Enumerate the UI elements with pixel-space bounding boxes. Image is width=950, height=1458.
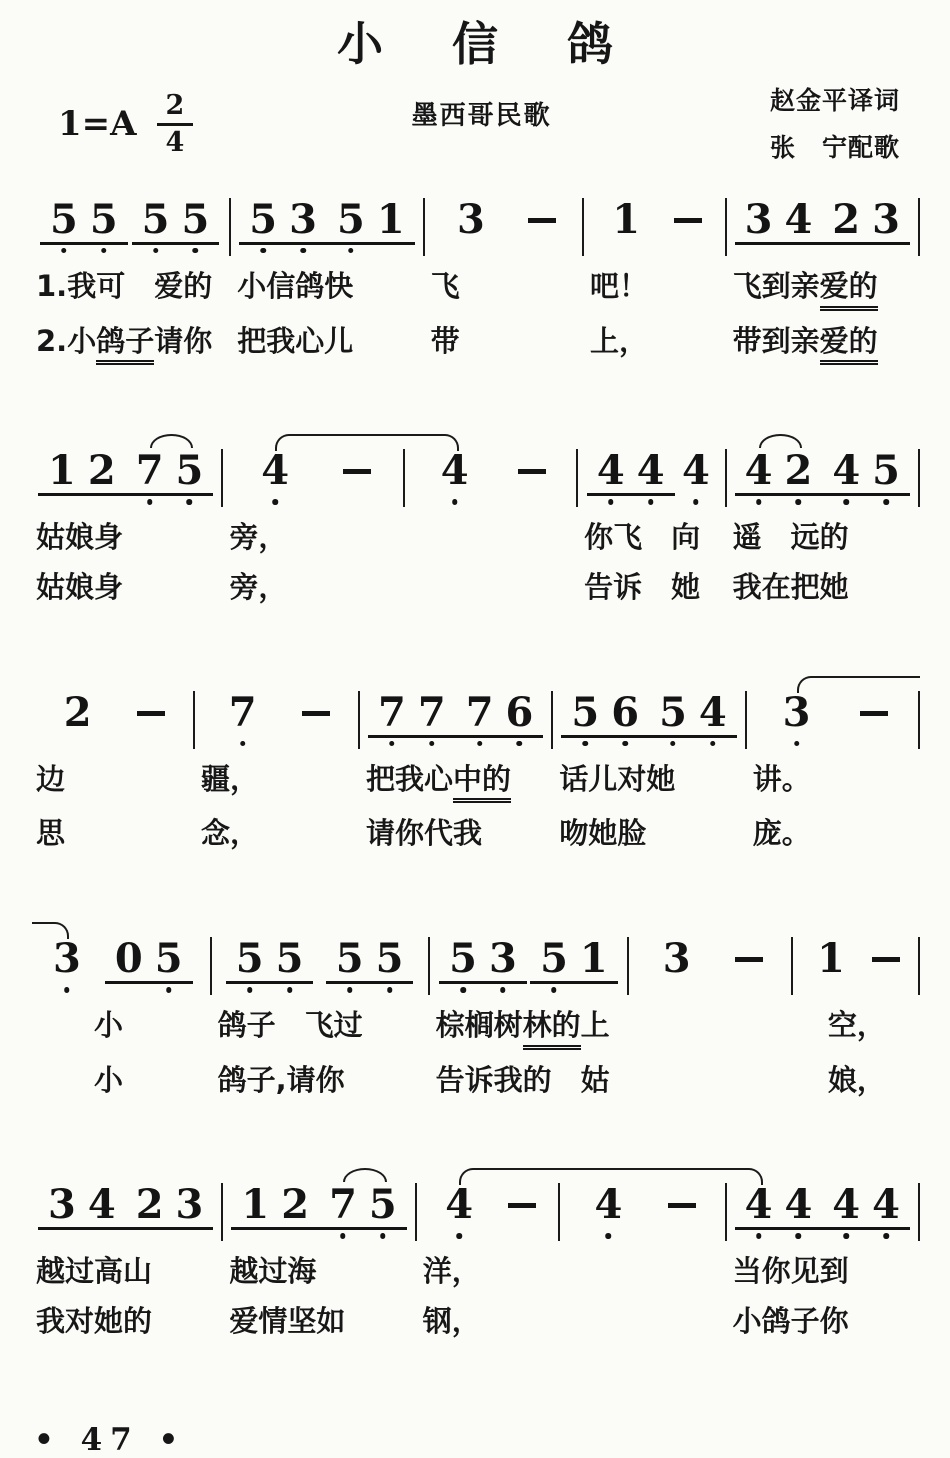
lyrics-cell — [30, 557, 223, 607]
note-digit: 2 — [281, 1181, 310, 1229]
lyric-text: 带 — [430, 323, 460, 358]
note-digit: 5 — [571, 688, 600, 736]
lyric-text: 棕榈树 — [435, 1008, 523, 1043]
lyrics-cell — [417, 1241, 561, 1291]
note-digit: 1 — [376, 195, 405, 243]
lyric-text: 旁， — [229, 520, 288, 555]
note-digit: 1 — [612, 195, 641, 243]
lyric-text: 爱的 — [820, 323, 878, 366]
beam-group — [561, 688, 649, 738]
lyrics-cell — [584, 311, 727, 366]
note-digit: 5 — [368, 1181, 397, 1229]
lyrics-cell — [727, 311, 920, 366]
note-digit: 7 — [329, 1181, 357, 1229]
lyrics-cell — [417, 1291, 561, 1341]
note-digit: 4 — [440, 447, 469, 495]
duration-dash — [302, 711, 330, 716]
lyric-text: 请你代我 — [366, 816, 483, 851]
note-digit: 3 — [782, 688, 811, 736]
lyrics-cell — [747, 749, 920, 804]
lyric-text: 我对她的 — [36, 1304, 153, 1339]
measure — [553, 688, 746, 749]
lyrics-cell — [727, 507, 920, 557]
note-digit: 5 — [540, 935, 568, 983]
beam-group — [38, 447, 126, 496]
beam-group — [327, 195, 415, 245]
lyric-text: 鸽子 飞过 — [217, 1008, 363, 1043]
note-digit: 3 — [489, 935, 517, 983]
lyrics-cell — [430, 995, 630, 1050]
note-digit: 7 — [135, 447, 164, 495]
lyric-text: 吻她脸 — [559, 816, 647, 851]
duration-dash — [674, 218, 702, 223]
song-origin: 墨西哥民歌 — [411, 100, 552, 131]
lyrics-cell — [629, 995, 792, 1050]
lyric-text: 爱情坚如 — [229, 1304, 346, 1339]
lyrics-cell — [360, 803, 553, 853]
music-system — [30, 937, 920, 1099]
lyrics-cell — [195, 749, 360, 804]
note-digit: 2 — [135, 1181, 164, 1229]
key-signature: 1=A — [58, 104, 137, 145]
lyric-text: 庞。 — [752, 816, 811, 851]
note-digit: 1 — [48, 447, 76, 495]
note-digit: 4 — [698, 688, 727, 736]
lyrics-cell — [727, 1291, 920, 1341]
song-title: 小信鸽 — [337, 17, 682, 71]
slur-tie-arc — [343, 1168, 387, 1182]
lyric-text: 遥 远的 — [732, 520, 849, 555]
measure — [584, 195, 727, 256]
beam-group — [735, 447, 823, 496]
lyrics-cell — [223, 507, 405, 557]
note-digit: 7 — [228, 688, 257, 736]
beam-group — [456, 688, 544, 738]
note-digit: 4 — [594, 1181, 623, 1229]
lyric-text: 疆， — [201, 761, 260, 796]
note-digit: 3 — [662, 935, 691, 983]
music-system — [30, 195, 920, 365]
lyric-text: 洋， — [422, 1254, 481, 1289]
time-signature-numerator: 2 — [157, 91, 194, 126]
music-system — [30, 1183, 920, 1340]
lyric-text: 鸽子 — [96, 323, 154, 366]
beam-group — [126, 1181, 214, 1230]
note-digit: 4 — [636, 447, 665, 495]
note-digit: 4 — [596, 447, 625, 495]
note-digit: 3 — [53, 935, 81, 983]
duration-dash — [735, 957, 763, 962]
lyric-text: 越过高山 — [36, 1254, 153, 1289]
lyrics-cell — [231, 311, 424, 366]
lyric-text: 小鸽子你 — [732, 1304, 849, 1339]
note-digit: 4 — [872, 1181, 900, 1229]
lyric-text: 告诉 她 — [584, 569, 701, 604]
measure — [727, 449, 920, 507]
measure — [30, 449, 223, 507]
lyrics-cell — [560, 1241, 726, 1291]
lyric-text: 中的 — [453, 761, 511, 804]
lyrics-cell — [195, 803, 360, 853]
duration-dash — [860, 711, 888, 716]
lyrics-cell — [212, 1050, 430, 1100]
lyrics-cell — [405, 507, 578, 557]
measure — [30, 937, 212, 995]
beam-group — [40, 195, 128, 245]
lyrics-cell — [629, 1050, 792, 1100]
time-signature — [157, 91, 194, 157]
beam-group — [38, 1181, 126, 1230]
note-digit: 3 — [457, 195, 485, 243]
measure — [417, 1183, 561, 1241]
note-digit: 5 — [49, 195, 78, 243]
lyrics-cell — [30, 256, 231, 311]
beam-group — [132, 195, 220, 245]
note-digit: 1 — [241, 1181, 270, 1229]
measure — [793, 937, 920, 995]
beam-group — [530, 935, 618, 984]
lyrics-cell — [793, 995, 920, 1050]
beam-group — [226, 935, 314, 984]
lyric-text: 话儿对她 — [559, 761, 676, 796]
duration-dash — [137, 711, 165, 716]
measure — [223, 1183, 416, 1241]
slur-tie-arc — [150, 434, 194, 448]
lyric-text: 请你 — [154, 323, 213, 358]
lyric-text: 林的 — [523, 1007, 581, 1050]
note-digit: 4 — [744, 1181, 773, 1229]
note-digit: 5 — [336, 195, 365, 243]
measure — [578, 449, 727, 507]
lyric-text: 2.小 — [36, 323, 97, 358]
lyric-text: 上， — [590, 323, 649, 358]
lyric-text: 当你见到 — [732, 1254, 849, 1289]
slur-tie-arc — [759, 434, 803, 448]
lyric-text: 告诉我的 姑 — [435, 1062, 610, 1097]
lyric-text: 1.我可 爱的 — [36, 268, 213, 303]
beam-group — [735, 195, 823, 245]
beam-group — [105, 935, 193, 984]
lyric-text: 鸽子,请你 — [217, 1062, 345, 1097]
credit-arranger: 张 宁配歌 — [769, 133, 900, 163]
note-digit: 5 — [89, 195, 118, 243]
beam-group — [822, 195, 910, 245]
beam-group — [126, 447, 214, 496]
measure — [727, 1183, 920, 1241]
lyric-text: 念， — [201, 816, 260, 851]
beam-group — [368, 688, 456, 738]
measure — [212, 937, 430, 995]
music-system — [30, 449, 920, 606]
lyrics-cell — [430, 1050, 630, 1100]
score-body — [0, 195, 950, 1341]
lyric-text: 娘， — [827, 1062, 886, 1097]
beam-group — [439, 935, 527, 984]
note-digit: 5 — [175, 447, 204, 495]
credits — [770, 77, 900, 172]
beam-group — [735, 1181, 823, 1230]
lyric-text: 爱的 — [820, 268, 878, 311]
lyric-text: 小 — [94, 1062, 124, 1097]
lyrics-cell — [30, 311, 231, 366]
measure — [727, 195, 920, 256]
note-digit: 1 — [579, 935, 608, 983]
lyric-text: 小信鸽快 — [237, 268, 354, 303]
sheet-music-page — [0, 17, 950, 1458]
lyrics-cell — [30, 995, 212, 1050]
note-digit: 4 — [784, 195, 813, 243]
lyrics-cell — [405, 557, 578, 607]
beam-group — [326, 935, 414, 984]
lyric-text: 飞到亲 — [732, 268, 820, 303]
note-digit: 4 — [682, 447, 710, 495]
note-digit: 3 — [48, 1181, 76, 1229]
lyrics-cell — [30, 803, 195, 853]
beam-group — [239, 195, 327, 245]
slur-tie-arc — [275, 434, 458, 451]
note-digit: 4 — [87, 1181, 116, 1229]
measure — [560, 1183, 726, 1241]
note-digit: 6 — [611, 688, 640, 736]
note-digit: 5 — [154, 935, 183, 983]
note-digit: 4 — [832, 1181, 861, 1229]
note-digit: 4 — [261, 447, 290, 495]
beam-group — [319, 1181, 407, 1230]
lyrics-cell — [30, 749, 195, 804]
note-digit: 4 — [445, 1181, 474, 1229]
lyric-text: 旁， — [229, 569, 288, 604]
beam-group — [231, 1181, 319, 1230]
note-digit: 7 — [417, 688, 446, 736]
lyrics-cell — [231, 256, 424, 311]
lyrics-cell — [560, 1291, 726, 1341]
beam-group — [649, 688, 737, 738]
note-digit: 3 — [744, 195, 773, 243]
duration-dash — [668, 1203, 696, 1208]
lyric-text: 上 — [580, 1008, 610, 1043]
credit-translator: 赵金平译词 — [769, 85, 900, 115]
lyric-text: 飞 — [430, 268, 460, 303]
lyric-text: 边 — [36, 761, 66, 796]
lyric-text: 讲。 — [752, 761, 811, 796]
lyric-text: 吧！ — [590, 268, 649, 303]
lyrics-cell — [578, 557, 727, 607]
lyrics-cell — [425, 311, 584, 366]
lyrics-cell — [727, 256, 920, 311]
lyrics-cell — [553, 749, 746, 804]
note-digit: 2 — [87, 447, 116, 495]
note-digit: 5 — [335, 935, 364, 983]
lyric-text: 带到亲 — [732, 323, 820, 358]
note-digit: 0 — [114, 935, 143, 983]
note-digit: 5 — [275, 935, 304, 983]
lyrics-cell — [793, 1050, 920, 1100]
note-digit: 7 — [378, 688, 406, 736]
measure — [747, 688, 920, 749]
note-digit: 5 — [659, 688, 687, 736]
note-digit: 3 — [872, 195, 900, 243]
note-digit: 1 — [817, 935, 846, 983]
measure — [430, 937, 630, 995]
lyric-text: 姑娘身 — [36, 520, 124, 555]
beam-group — [822, 1181, 910, 1230]
note-digit: 5 — [375, 935, 404, 983]
note-digit: 7 — [465, 688, 494, 736]
lyrics-cell — [584, 256, 727, 311]
music-system — [30, 688, 920, 853]
note-digit: 5 — [249, 195, 278, 243]
note-digit: 3 — [175, 1181, 204, 1229]
slur-tie-arc — [459, 1168, 762, 1185]
measure — [360, 688, 553, 749]
lyrics-cell — [360, 749, 553, 804]
lyric-text: 把我心儿 — [237, 323, 354, 358]
lyric-text: 你飞 向 — [584, 520, 701, 555]
lyric-text: 姑娘身 — [36, 569, 124, 604]
measure — [195, 688, 360, 749]
note-digit: 4 — [784, 1181, 813, 1229]
beam-group — [822, 447, 910, 496]
lyrics-cell — [30, 1291, 223, 1341]
measure — [629, 937, 792, 995]
lyrics-cell — [30, 1050, 212, 1100]
lyrics-cell — [553, 803, 746, 853]
note-digit: 3 — [289, 195, 317, 243]
beam-group — [587, 447, 675, 496]
page-number: • 47 • — [34, 1421, 187, 1458]
measure — [231, 195, 424, 256]
measure — [405, 449, 578, 507]
lyrics-cell — [425, 256, 584, 311]
lyrics-cell — [30, 507, 223, 557]
note-digit: 4 — [744, 447, 773, 495]
duration-dash — [872, 957, 900, 962]
lyric-text: 我在把她 — [732, 569, 849, 604]
measure — [30, 1183, 223, 1241]
lyrics-cell — [578, 507, 727, 557]
slur-tie-arc — [797, 676, 920, 693]
note-digit: 5 — [235, 935, 264, 983]
time-signature-denominator: 4 — [165, 126, 185, 158]
lyrics-cell — [747, 803, 920, 853]
note-digit: 2 — [832, 195, 861, 243]
measure — [223, 449, 405, 507]
note-digit: 2 — [63, 688, 92, 736]
duration-dash — [508, 1203, 536, 1208]
note-digit: 2 — [784, 447, 813, 495]
note-digit: 4 — [832, 447, 861, 495]
lyric-text: 小 — [94, 1008, 124, 1043]
note-digit: 6 — [505, 688, 534, 736]
lyric-text: 越过海 — [229, 1254, 317, 1289]
note-digit: 5 — [181, 195, 210, 243]
measure — [30, 688, 195, 749]
note-digit: 5 — [449, 935, 478, 983]
lyrics-cell — [727, 557, 920, 607]
lyrics-cell — [212, 995, 430, 1050]
lyrics-cell — [223, 557, 405, 607]
duration-dash — [528, 218, 556, 223]
note-digit: 5 — [141, 195, 170, 243]
slur-tie-arc — [32, 922, 69, 939]
lyric-text: 空， — [827, 1008, 886, 1043]
note-digit: 5 — [872, 447, 900, 495]
lyric-text: 钢， — [422, 1304, 481, 1339]
lyric-text: 把我心 — [366, 761, 454, 796]
duration-dash — [343, 469, 371, 474]
key-time-signature — [58, 91, 193, 157]
lyrics-cell — [727, 1241, 920, 1291]
measure — [30, 195, 231, 256]
lyrics-cell — [223, 1241, 416, 1291]
measure — [425, 195, 584, 256]
score-meta-row — [58, 77, 900, 172]
lyrics-cell — [223, 1291, 416, 1341]
lyrics-cell — [30, 1241, 223, 1291]
lyric-text: 思 — [36, 816, 66, 851]
duration-dash — [518, 469, 546, 474]
